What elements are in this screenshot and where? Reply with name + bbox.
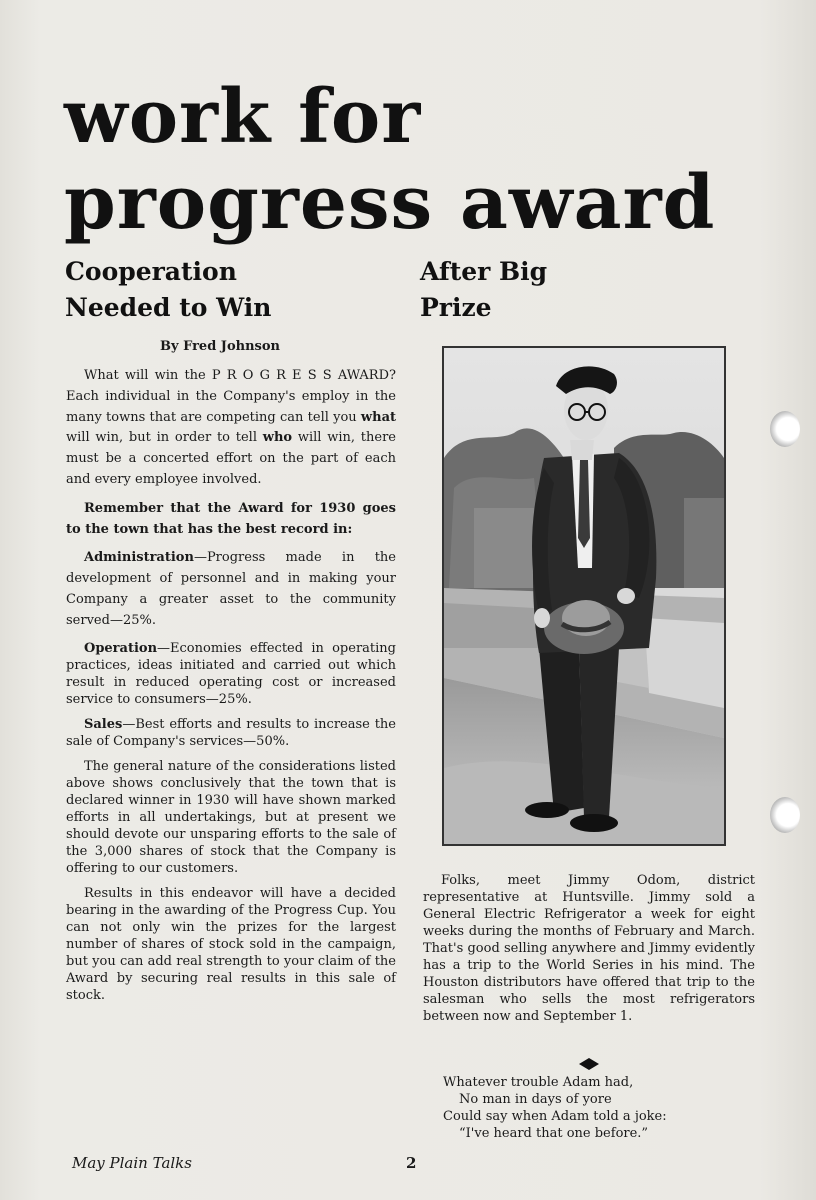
binder-hole-top [770,411,800,447]
verse-line-2: No man in days of yore [459,1092,612,1107]
page-headline [64,74,715,246]
operation-paragraph [66,640,396,708]
administration-paragraph [66,548,396,631]
verse [443,1074,763,1142]
intro-who: who [262,430,293,446]
publication-name: May Plain Talks [72,1154,192,1172]
right-subhead-line-2: Prize [420,293,492,322]
verse-line-1: Whatever trouble Adam had, [443,1075,634,1090]
binder-hole-bottom [770,797,800,833]
sales-text: —Best efforts and results to increase the sale of Company's services—50%. [66,716,396,749]
intro-what: what [360,409,396,425]
intro-text-a: What will win the P R O G R E S S AWARD? Each individual in the Company's employ in the many towns that are competing can tell you [66,368,396,425]
intro-paragraph [66,366,396,491]
byline: By Fred Johnson [160,339,280,354]
headline-line-1: work for [64,74,422,160]
verse-line-4: “I've heard that one before.” [459,1126,649,1141]
results-paragraph: Results in this endeavor will have a decided bearing in the awarding of the Progress Cup. You can not only win the prizes for the largest number of shares of stock sold in the campaign, but you can add real strength to your claim of the Award by securing real results in this sale of stock. [66,885,396,1003]
intro-text-c: will win, there must be a concerted effort on the part of each and every employee involved. [66,430,396,487]
jimmy-odom-photo [442,346,726,846]
sales-paragraph [66,716,396,750]
remember-text: Remember that the Award for 1930 goes to the town that has the best record in: [66,500,396,537]
page-number: 2 [406,1154,417,1172]
operation-label: Operation [84,640,158,656]
sales-label: Sales [84,716,123,732]
right-subhead [420,254,720,326]
left-subhead [65,254,395,326]
administration-text: —Progress made in the development of personnel and in making your Company a greater asset to the community served—25%. [66,550,396,628]
left-subhead-line-2: Needed to Win [65,293,272,322]
verse-line-3: Could say when Adam told a joke: [443,1109,667,1124]
intro-text-b: will win, but in order to tell [66,430,263,446]
remember-paragraph [66,499,396,541]
left-subhead-line-1: Cooperation [65,257,237,286]
operation-text: —Economies effected in operating practices, ideas initiated and carried out which result in reduced operating cost or increased service to consumers—25%. [66,640,396,707]
right-subhead-line-1: After Big [420,257,548,286]
diamond-ornament-icon [579,1058,599,1070]
caption-text: Folks, meet Jimmy Odom, district representative at Huntsville. Jimmy sold a General Electric Refrigerator a week for eight weeks during the months of February and March. That's good selling anywhere and Jimmy evidently has a trip to the World Series in his mind. The Houston distributors have offered that trip to the salesman who sells the most refrigerators between now and September 1. [423,873,755,1024]
administration-label: Administration [84,550,194,566]
left-article-column [66,366,396,1012]
general-paragraph: The general nature of the considerations listed above shows conclusively that the town that is declared winner in 1930 will have shown marked efforts in all undertakings, but at present we should devote our unsparing efforts to the sale of the 3,000 shares of stock that the Company is offering to our customers. [66,758,396,876]
photo-illustration [444,348,724,844]
headline-line-2: progress award [64,160,716,246]
photo-caption [423,872,755,1025]
